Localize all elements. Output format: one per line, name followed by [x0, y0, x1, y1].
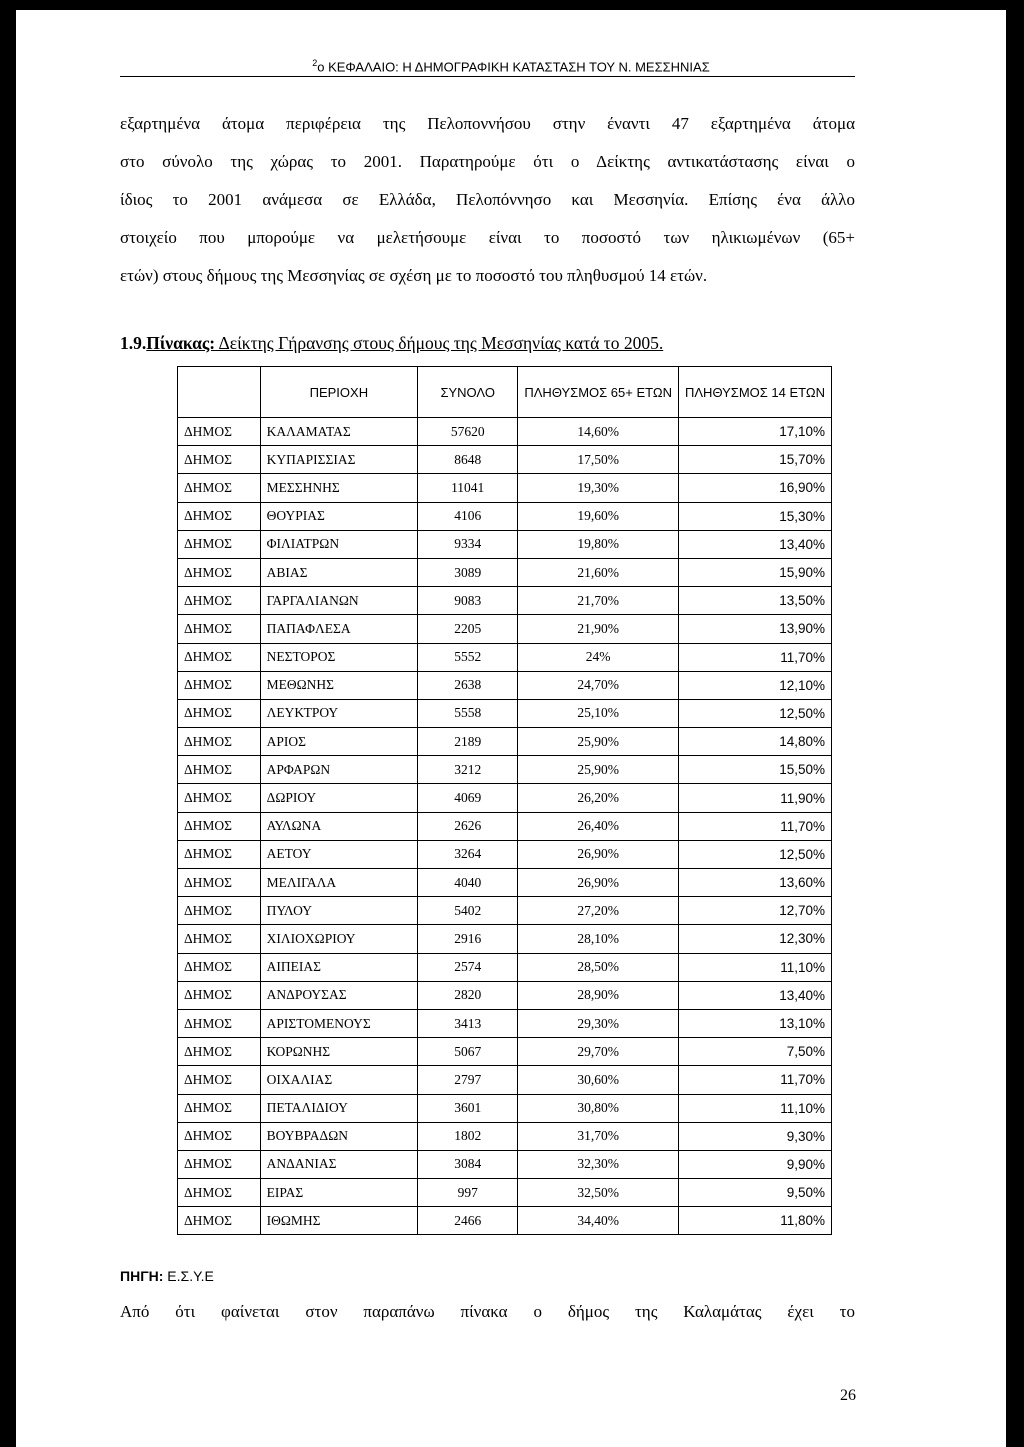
table-cell: 21,90% [518, 615, 679, 643]
table-cell: 25,10% [518, 699, 679, 727]
table-cell: 32,30% [518, 1150, 679, 1178]
table-cell: 2574 [418, 953, 518, 981]
table-cell: 11,70% [678, 812, 831, 840]
table-body [178, 418, 832, 1235]
table-row [178, 812, 832, 840]
continuation-text: Από ότι φαίνεται στον παραπάνω πίνακα ο δήμος της Καλαμάτας έχει το [120, 1302, 855, 1321]
table-cell: 7,50% [678, 1038, 831, 1066]
table-row [178, 897, 832, 925]
source-label: ΠΗΓΗ: [120, 1268, 164, 1284]
caption-number: 1.9. [120, 333, 147, 353]
table-cell: ΔΩΡΙΟΥ [260, 784, 417, 812]
table-cell: ΔΗΜΟΣ [178, 502, 261, 530]
table-cell: ΔΗΜΟΣ [178, 558, 261, 586]
table-cell: ΔΗΜΟΣ [178, 446, 261, 474]
table-cell: 1802 [418, 1122, 518, 1150]
table-cell: ΑΡΙΟΣ [260, 728, 417, 756]
table-cell: 26,90% [518, 840, 679, 868]
table-cell: 11041 [418, 474, 518, 502]
table-row [178, 1066, 832, 1094]
table-cell: 13,50% [678, 587, 831, 615]
running-head [16, 58, 1006, 74]
table-cell: ΚΥΠΑΡΙΣΣΙΑΣ [260, 446, 417, 474]
table-cell: 5558 [418, 699, 518, 727]
table-row [178, 615, 832, 643]
table-cell: ΧΙΛΙΟΧΩΡΙΟΥ [260, 925, 417, 953]
table-cell: 24% [518, 643, 679, 671]
table-row [178, 1207, 832, 1235]
table-cell: ΔΗΜΟΣ [178, 784, 261, 812]
table-cell: 3084 [418, 1150, 518, 1178]
table-cell: ΓΑΡΓΑΛΙΑΝΩΝ [260, 587, 417, 615]
table-cell: 2205 [418, 615, 518, 643]
table-cell: ΒΟΥΒΡΑΔΩΝ [260, 1122, 417, 1150]
table-cell: 28,50% [518, 953, 679, 981]
table-cell: 2797 [418, 1066, 518, 1094]
table-cell: 2466 [418, 1207, 518, 1235]
table-cell: ΜΕΣΣΗΝΗΣ [260, 474, 417, 502]
table-cell: 8648 [418, 446, 518, 474]
table-cell: ΔΗΜΟΣ [178, 897, 261, 925]
table-cell: ΔΗΜΟΣ [178, 1038, 261, 1066]
table-cell: 24,70% [518, 671, 679, 699]
table-cell: 11,80% [678, 1207, 831, 1235]
table-row [178, 671, 832, 699]
table-cell: ΠΥΛΟΥ [260, 897, 417, 925]
table-cell: 12,50% [678, 699, 831, 727]
table-cell: 3212 [418, 756, 518, 784]
table-cell: ΔΗΜΟΣ [178, 840, 261, 868]
table-cell: 13,90% [678, 615, 831, 643]
table-cell: ΔΗΜΟΣ [178, 1066, 261, 1094]
table-cell: 19,60% [518, 502, 679, 530]
table-cell: 12,70% [678, 897, 831, 925]
table-cell: 27,20% [518, 897, 679, 925]
table-cell: 29,30% [518, 1009, 679, 1037]
table-cell: 15,30% [678, 502, 831, 530]
table-cell: 15,50% [678, 756, 831, 784]
table-cell: ΑΝΔΑΝΙΑΣ [260, 1150, 417, 1178]
table-row [178, 530, 832, 558]
table-cell: 13,60% [678, 869, 831, 897]
table-row [178, 1009, 832, 1037]
table-cell: 9,90% [678, 1150, 831, 1178]
table-cell: 11,70% [678, 643, 831, 671]
table-cell: ΜΕΛΙΓΑΛΑ [260, 869, 417, 897]
table-row [178, 587, 832, 615]
table-row [178, 840, 832, 868]
table-cell: 2916 [418, 925, 518, 953]
table-cell: ΠΑΠΑΦΛΕΣΑ [260, 615, 417, 643]
table-cell: 4106 [418, 502, 518, 530]
table-cell: ΘΟΥΡΙΑΣ [260, 502, 417, 530]
table-cell: ΚΑΛΑΜΑΤΑΣ [260, 418, 417, 446]
table-cell: ΔΗΜΟΣ [178, 1150, 261, 1178]
table-row [178, 558, 832, 586]
table-cell: ΑΙΠΕΙΑΣ [260, 953, 417, 981]
table-caption [120, 333, 663, 354]
table-cell: ΔΗΜΟΣ [178, 474, 261, 502]
chapter-title: ο ΚΕΦΑΛΑΙΟ: Η ΔΗΜΟΓΡΑΦΙΚΗ ΚΑΤΑΣΤΑΣΗ ΤΟΥ Ν. ΜΕΣΣΗΝΙΑΣ [317, 59, 710, 75]
table-cell: ΔΗΜΟΣ [178, 756, 261, 784]
table-cell: 21,70% [518, 587, 679, 615]
table-row [178, 474, 832, 502]
table-row [178, 699, 832, 727]
table-cell: ΔΗΜΟΣ [178, 418, 261, 446]
table-cell: 3413 [418, 1009, 518, 1037]
table-cell: ΔΗΜΟΣ [178, 728, 261, 756]
table-cell: 13,40% [678, 981, 831, 1009]
table-row [178, 446, 832, 474]
table-row [178, 981, 832, 1009]
table-cell: ΔΗΜΟΣ [178, 530, 261, 558]
table-cell: 5552 [418, 643, 518, 671]
table-cell: 3264 [418, 840, 518, 868]
table-cell: 14,80% [678, 728, 831, 756]
header-cell [178, 367, 261, 418]
table-cell: ΔΗΜΟΣ [178, 1122, 261, 1150]
paragraph-line: ετών) στους δήμους της Μεσσηνίας σε σχέση με το ποσοστό του πληθυσμού 14 ετών. [120, 266, 708, 285]
table-cell: 28,90% [518, 981, 679, 1009]
table-cell: 25,90% [518, 728, 679, 756]
table-cell: ΔΗΜΟΣ [178, 1179, 261, 1207]
table-cell: 31,70% [518, 1122, 679, 1150]
table-cell: ΔΗΜΟΣ [178, 699, 261, 727]
table-cell: ΑΒΙΑΣ [260, 558, 417, 586]
table-cell: 2189 [418, 728, 518, 756]
table-cell: ΔΗΜΟΣ [178, 869, 261, 897]
paragraph-line: εξαρτημένα άτομα περιφέρεια της Πελοποννήσου στην έναντι 47 εξαρτημένα άτομα [120, 114, 855, 133]
table-cell: 3089 [418, 558, 518, 586]
table-cell: 29,70% [518, 1038, 679, 1066]
table-cell: 12,30% [678, 925, 831, 953]
header-rule [120, 76, 855, 77]
header-cell: ΠΛΗΘΥΣΜΟΣ 14 ΕΤΩΝ [678, 367, 831, 418]
table-cell: ΔΗΜΟΣ [178, 615, 261, 643]
table-row [178, 1179, 832, 1207]
table-row [178, 1122, 832, 1150]
table-cell: ΑΥΛΩΝΑ [260, 812, 417, 840]
table-cell: 28,10% [518, 925, 679, 953]
table-cell: ΔΗΜΟΣ [178, 643, 261, 671]
table-cell: 9083 [418, 587, 518, 615]
table-cell: 4040 [418, 869, 518, 897]
source-value: Ε.Σ.Υ.Ε [163, 1268, 214, 1284]
table-row [178, 784, 832, 812]
table-cell: ΜΕΘΩΝΗΣ [260, 671, 417, 699]
table-cell: 57620 [418, 418, 518, 446]
table-cell: 9334 [418, 530, 518, 558]
header-cell: ΠΕΡΙΟΧΗ [260, 367, 417, 418]
table-cell: 30,60% [518, 1066, 679, 1094]
table-cell: ΠΕΤΑΛΙΔΙΟΥ [260, 1094, 417, 1122]
table-cell: 26,20% [518, 784, 679, 812]
table-cell: 26,40% [518, 812, 679, 840]
table-cell: ΝΕΣΤΟΡΟΣ [260, 643, 417, 671]
table-row [178, 953, 832, 981]
table-row [178, 869, 832, 897]
table-cell: 5402 [418, 897, 518, 925]
aging-index-table [177, 366, 832, 1235]
table-cell: ΕΙΡΑΣ [260, 1179, 417, 1207]
table-cell: ΙΘΩΜΗΣ [260, 1207, 417, 1235]
table-cell: 12,10% [678, 671, 831, 699]
table-cell: ΔΗΜΟΣ [178, 925, 261, 953]
table-row [178, 1038, 832, 1066]
table-cell: 11,10% [678, 953, 831, 981]
table-row [178, 502, 832, 530]
table-cell: ΔΗΜΟΣ [178, 1207, 261, 1235]
table-cell: ΔΗΜΟΣ [178, 1009, 261, 1037]
table-cell: 19,30% [518, 474, 679, 502]
table-cell: ΟΙΧΑΛΙΑΣ [260, 1066, 417, 1094]
table-cell: ΑΡΙΣΤΟΜΕΝΟΥΣ [260, 1009, 417, 1037]
table-cell: ΔΗΜΟΣ [178, 671, 261, 699]
table-cell: 21,60% [518, 558, 679, 586]
table-cell: ΦΙΛΙΑΤΡΩΝ [260, 530, 417, 558]
table-cell: 11,90% [678, 784, 831, 812]
table-cell: ΔΗΜΟΣ [178, 812, 261, 840]
table-cell: 12,50% [678, 840, 831, 868]
table-cell: ΑΡΦΑΡΩΝ [260, 756, 417, 784]
document-page [16, 10, 1006, 1447]
table-cell: 11,70% [678, 1066, 831, 1094]
table-cell: 997 [418, 1179, 518, 1207]
caption-label: Πίνακας: [146, 333, 216, 353]
body-paragraph [120, 105, 855, 295]
table-cell: 9,50% [678, 1179, 831, 1207]
table-cell: 5067 [418, 1038, 518, 1066]
table-row [178, 1150, 832, 1178]
paragraph-line: ίδιος το 2001 ανάμεσα σε Ελλάδα, Πελοπόννησο και Μεσσηνία. Επίσης ένα άλλο [120, 190, 855, 209]
table-cell: 32,50% [518, 1179, 679, 1207]
table-cell: 2638 [418, 671, 518, 699]
table-row [178, 418, 832, 446]
table-cell: 15,70% [678, 446, 831, 474]
table-cell: 19,80% [518, 530, 679, 558]
table-cell: 13,10% [678, 1009, 831, 1037]
paragraph-line: στο σύνολο της χώρας το 2001. Παρατηρούμε ότι ο Δείκτης αντικατάστασης είναι ο [120, 152, 855, 171]
table-cell: ΚΟΡΩΝΗΣ [260, 1038, 417, 1066]
table-cell: ΔΗΜΟΣ [178, 953, 261, 981]
table-cell: 16,90% [678, 474, 831, 502]
table-row [178, 756, 832, 784]
header-cell: ΣΥΝΟΛΟ [418, 367, 518, 418]
page-number: 26 [840, 1387, 856, 1404]
table-cell: 11,10% [678, 1094, 831, 1122]
table-row [178, 728, 832, 756]
table-cell: ΔΗΜΟΣ [178, 587, 261, 615]
table-cell: 30,80% [518, 1094, 679, 1122]
table-cell: 15,90% [678, 558, 831, 586]
table-row [178, 643, 832, 671]
table-cell: 14,60% [518, 418, 679, 446]
table-cell: 13,40% [678, 530, 831, 558]
caption-title: Δείκτης Γήρανσης στους δήμους της Μεσσηνίας κατά το 2005. [215, 333, 664, 353]
table-cell: 34,40% [518, 1207, 679, 1235]
table-cell: 2820 [418, 981, 518, 1009]
table-header-row [178, 367, 832, 418]
table-cell: ΑΕΤΟΥ [260, 840, 417, 868]
chapter-number: 2 [312, 58, 318, 68]
header-cell: ΠΛΗΘΥΣΜΟΣ 65+ ΕΤΩΝ [518, 367, 679, 418]
table-cell: 4069 [418, 784, 518, 812]
table-cell: 9,30% [678, 1122, 831, 1150]
table-cell: ΔΗΜΟΣ [178, 1094, 261, 1122]
table-cell: 3601 [418, 1094, 518, 1122]
table-row [178, 925, 832, 953]
source-note [120, 1268, 214, 1284]
paragraph-line: στοιχείο που μπορούμε να μελετήσουμε είναι το ποσοστό των ηλικιωμένων (65+ [120, 228, 855, 247]
table-cell: ΛΕΥΚΤΡΟΥ [260, 699, 417, 727]
table-cell: 2626 [418, 812, 518, 840]
table-cell: 25,90% [518, 756, 679, 784]
table-cell: 17,50% [518, 446, 679, 474]
table-cell: 17,10% [678, 418, 831, 446]
table-cell: ΔΗΜΟΣ [178, 981, 261, 1009]
table-cell: ΑΝΔΡΟΥΣΑΣ [260, 981, 417, 1009]
table-cell: 26,90% [518, 869, 679, 897]
table-row [178, 1094, 832, 1122]
